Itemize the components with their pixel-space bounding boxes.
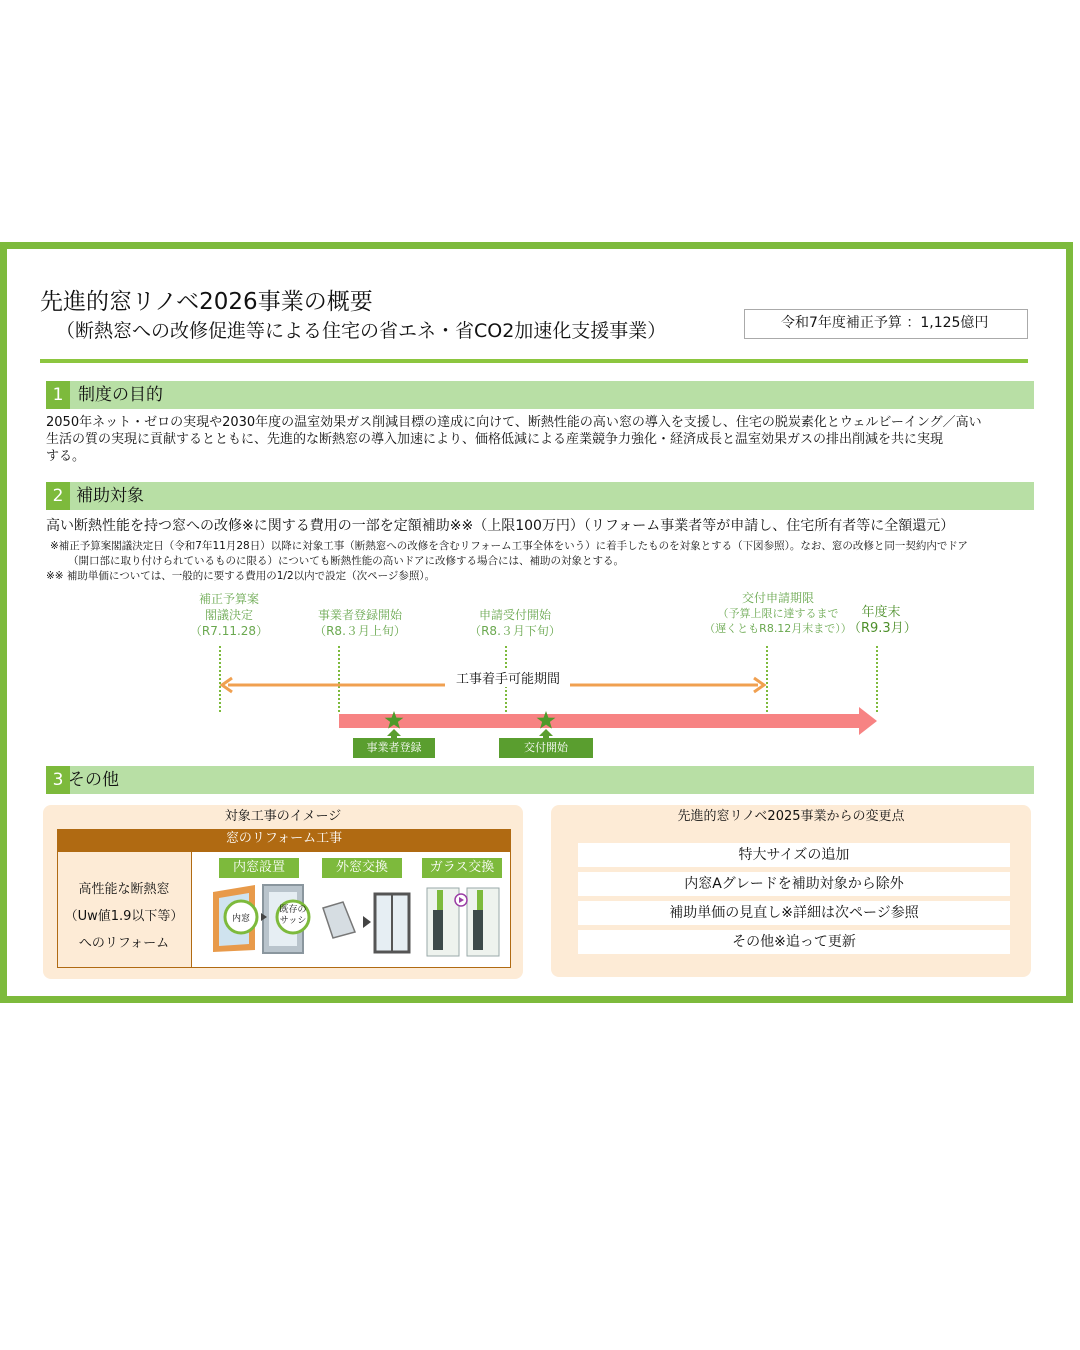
milestone-line: （R8.３月下旬） xyxy=(469,624,561,638)
registration-badge: 事業者登録 xyxy=(353,738,435,758)
note-line: ※補正予算案閣議決定日（令和7年11月28日）以降に対象工事（断熱窓への改修を含むリフォーム工事全体をいう）に着手したものを対象とする（下図参照）。なお、窓の改修と同一契約内でドア xyxy=(50,540,968,552)
outer-window-tag: 外窓交換 xyxy=(322,858,402,878)
milestone-line: 閣議決定 xyxy=(204,608,253,622)
reform-description-line: 高性能な断熱窓 xyxy=(78,882,170,897)
change-item: その他※追って更新 xyxy=(578,930,1010,954)
change-item: 内窓Aグレードを補助対象から除外 xyxy=(578,872,1010,896)
grant-start-badge: 交付開始 xyxy=(499,738,593,758)
target-work-title: 対象工事のイメージ xyxy=(224,809,342,824)
change-item: 特大サイズの追加 xyxy=(578,843,1010,867)
budget-box: 令和7年度補正予算 ：1,125億円 xyxy=(744,309,1028,339)
reform-description-line: （Uw値1.9以下等） xyxy=(64,909,184,924)
caption-line: サッシ xyxy=(279,916,307,926)
section-number: 3 xyxy=(46,766,70,794)
page-title: 先進的窓リノベ2026事業の概要 xyxy=(40,289,373,315)
milestone-line: （R7.11.28） xyxy=(189,624,269,638)
change-item: 補助単価の見直し※詳細は次ページ参照 xyxy=(578,901,1010,925)
section-label: その他 xyxy=(68,770,119,790)
outer-window-illustration xyxy=(323,894,409,952)
section-3-header xyxy=(46,766,1034,794)
purpose-line: 生活の質の実現に貢献するとともに、先進的な断熱窓の導入加速により、価格低減による産業競争力強化・経済成長と温室効果ガスの排出削減を共に実現 xyxy=(46,432,944,447)
milestone-line: 申請受付開始 xyxy=(478,608,551,622)
window-reform-header: 窓のリフォーム工事 xyxy=(57,829,511,851)
reform-description-line: へのリフォーム xyxy=(78,936,170,951)
existing-sash-caption xyxy=(276,905,310,927)
milestone-line: （R9.3月） xyxy=(848,621,917,636)
construction-period-label: 工事着手可能期間 xyxy=(447,668,569,687)
milestone-line: （R8.３月上旬） xyxy=(314,624,406,638)
glass-replacement-illustration xyxy=(427,888,499,956)
glass-replacement-tag: ガラス交換 xyxy=(422,858,502,878)
milestone-line: （遅くともR8.12月末まで）） xyxy=(704,622,852,635)
section-number: 1 xyxy=(46,381,70,409)
purpose-line: する。 xyxy=(46,449,86,464)
caption-line: 既存の xyxy=(279,905,307,915)
page-subtitle: （断熱窓への改修促進等による住宅の省エネ・省CO2加速化支援事業） xyxy=(56,320,667,342)
target-note-2: ※※ 補助単価については、一般的に要する費用の1/2以内で設定（次ページ参照）。 xyxy=(46,570,436,582)
section-number: 2 xyxy=(46,482,70,510)
milestone-line: 補正予算案 xyxy=(198,592,259,606)
target-main-text: 高い断熱性能を持つ窓への改修※に関する費用の一部を定額補助※※（上限100万円）（リフォーム事業者等が申請し、住宅所有者等に全額還元） xyxy=(46,518,955,534)
milestone-line: （予算上限に達するまで xyxy=(717,607,839,620)
changes-title: 先進的窓リノベ2025事業からの変更点 xyxy=(677,809,905,824)
program-period-arrow xyxy=(339,707,877,735)
reform-description xyxy=(59,876,189,957)
inner-window-caption: 内窓 xyxy=(231,914,250,924)
inner-window-tag: 内窓設置 xyxy=(219,858,299,878)
milestone-line: 年度末 xyxy=(861,605,901,620)
milestone-line: 事業者登録開始 xyxy=(317,608,402,622)
section-label: 補助対象 xyxy=(76,486,144,506)
milestone-line: 交付申請期限 xyxy=(741,591,814,605)
purpose-line: 2050年ネット・ゼロの実現や2030年度の温室効果ガス削減目標の達成に向けて、断熱性能の高い窓の導入を支援し、住宅の脱炭素化とウェルビーイング／高い xyxy=(46,415,982,430)
section-label: 制度の目的 xyxy=(78,385,163,405)
note-line: （開口部に取り付けられているものに限る）についても断熱性能の高いドアに改修する場合には、補助の対象とする。 xyxy=(68,555,624,567)
